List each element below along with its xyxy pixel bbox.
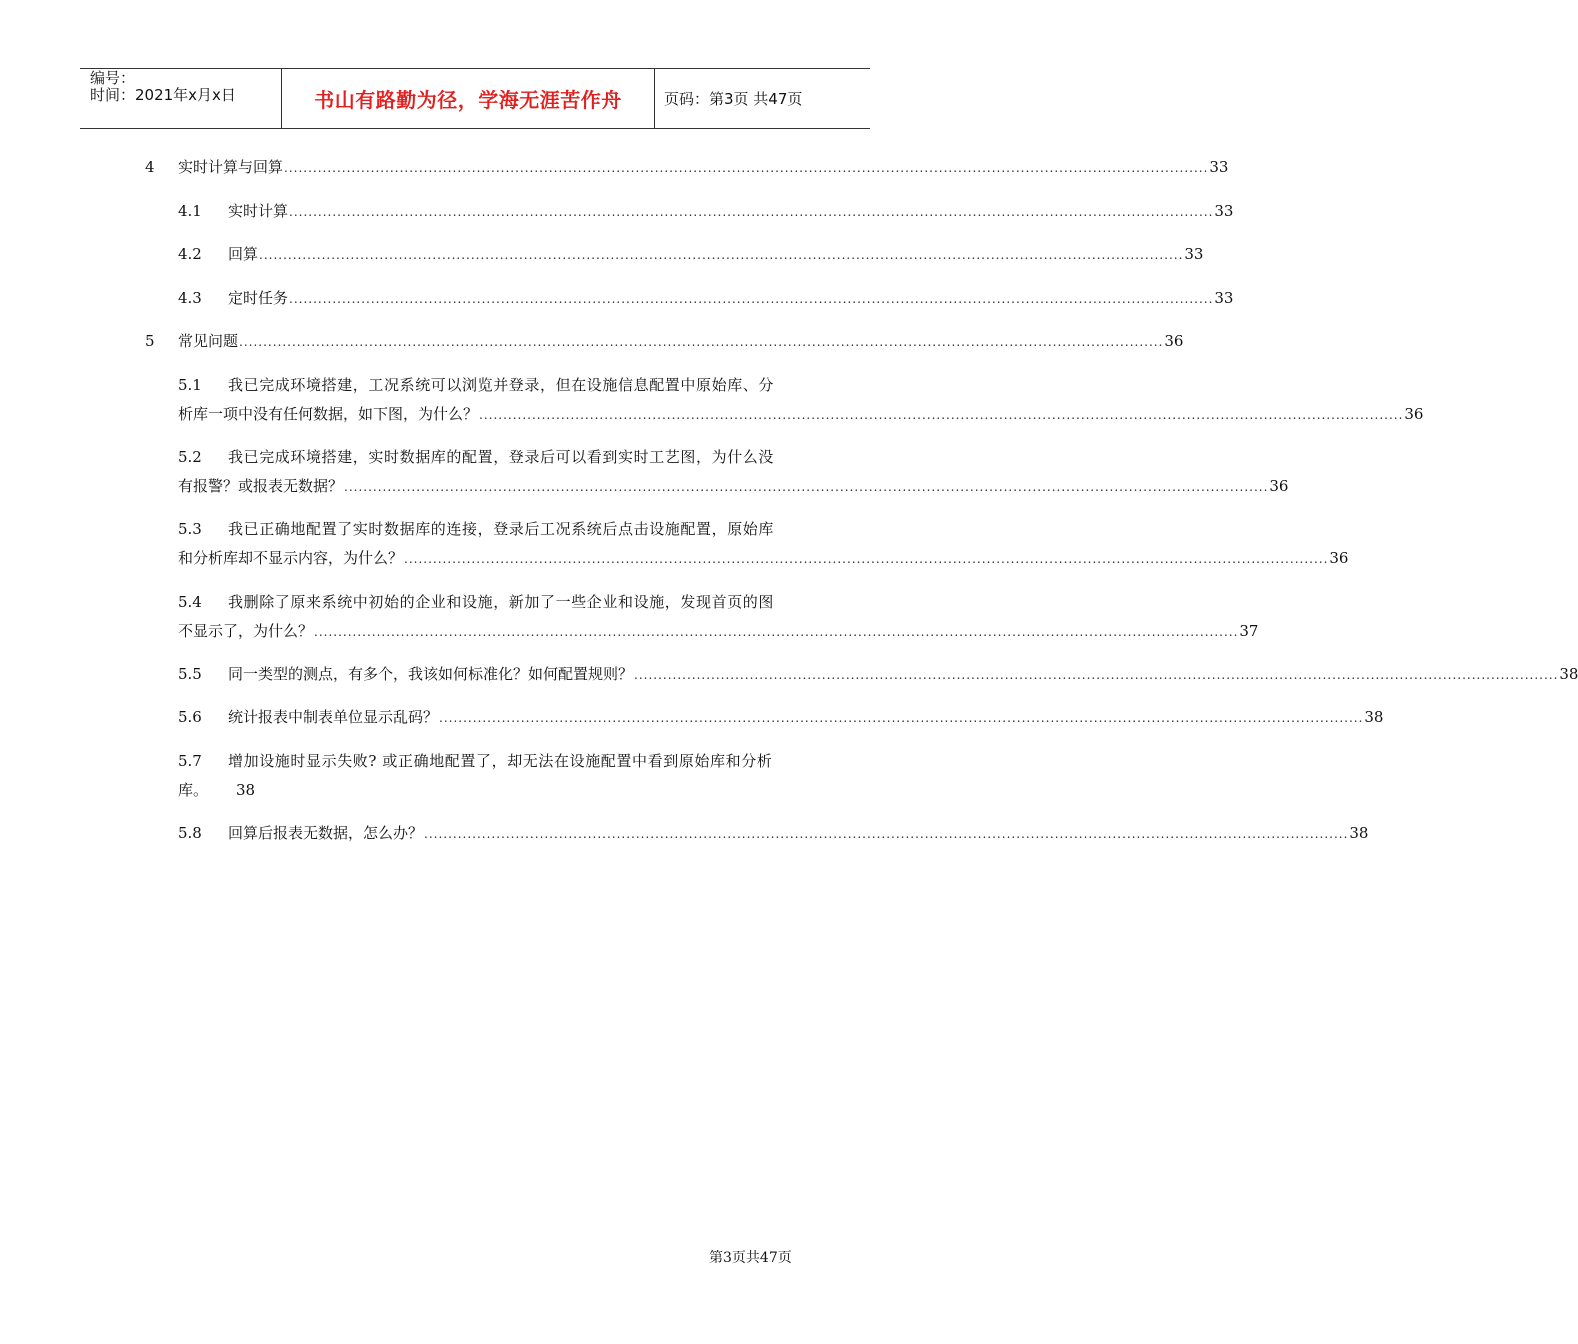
header-page-info: 页码：第3页 共47页	[664, 90, 803, 108]
toc-entry[interactable]	[178, 660, 1578, 690]
toc-leader-dots: ................................................................................................................................................................................................	[439, 711, 1364, 725]
toc-title-line1: 我已正确地配置了实时数据库的连接，登录后工况系统后点击设施配置，原始库	[228, 520, 775, 538]
toc-number: 5.5	[178, 665, 202, 683]
toc-page: 33	[1209, 158, 1229, 176]
toc-title-line1: 我已完成环境搭建，实时数据库的配置，登录后可以看到实时工艺图，为什么没	[228, 448, 775, 466]
toc-entry[interactable]	[178, 703, 1384, 733]
toc-page: 38	[1364, 708, 1384, 726]
toc-number: 5.1	[178, 376, 202, 394]
toc-leader-dots: ................................................................................................................................................................................................	[479, 408, 1404, 422]
toc-title-line2: 库。	[178, 781, 209, 799]
time-label: 时间：2021年x月x日	[90, 86, 236, 104]
toc-number: 5	[145, 332, 155, 350]
toc-page: 36	[1329, 549, 1349, 567]
toc-leader-dots: ................................................................................................................................................................................................	[314, 625, 1239, 639]
toc-entry[interactable]	[178, 747, 806, 805]
toc-page: 38	[1559, 665, 1578, 683]
toc-leader-dots: ................................................................................................................................................................................................	[344, 480, 1269, 494]
toc-number: 4.2	[178, 245, 202, 263]
toc-entry[interactable]	[178, 588, 1259, 647]
toc-leader-dots: ................................................................................................................................................................................................	[424, 827, 1349, 841]
toc-number: 4.3	[178, 289, 202, 307]
toc-page: 37	[1239, 622, 1259, 640]
toc-leader-dots: ................................................................................................................................................................................................	[259, 248, 1184, 262]
toc-title-line1: 我已完成环境搭建，工况系统可以浏览并登录，但在设施信息配置中原始库、分	[228, 376, 775, 394]
toc-number: 5.7	[178, 752, 202, 770]
header-motto-cell	[282, 69, 655, 128]
toc-leader-dots: ................................................................................................................................................................................................	[289, 292, 1214, 306]
toc-page: 36	[1164, 332, 1184, 350]
toc-entry[interactable]	[145, 327, 1184, 357]
toc-leader-dots: ................................................................................................................................................................................................	[284, 161, 1209, 175]
toc-page: 33	[1184, 245, 1204, 263]
toc-page: 36	[1269, 477, 1289, 495]
toc-page: 38	[1349, 824, 1369, 842]
toc-title-line1: 增加设施时显示失败? 或正确地配置了，却无法在设施配置中看到原始库和分析	[228, 752, 773, 770]
toc-title: 回算后报表无数据，怎么办？	[228, 824, 424, 842]
toc-number: 4.1	[178, 202, 202, 220]
toc-leader-dots: ................................................................................................................................................................................................	[404, 552, 1329, 566]
header-page-info-cell	[655, 69, 870, 128]
toc-title-line2: 析库一项中没有任何数据，如下图，为什么？	[178, 405, 479, 423]
toc-number: 5.6	[178, 708, 202, 726]
toc-number: 5.2	[178, 448, 202, 466]
toc-leader-dots: ................................................................................................................................................................................................	[239, 335, 1164, 349]
toc-entry[interactable]	[145, 153, 1229, 183]
page-header	[80, 68, 870, 129]
toc-page: 33	[1214, 289, 1234, 307]
toc-title-line2: 不显示了，为什么？	[178, 622, 314, 640]
toc-page: 33	[1214, 202, 1234, 220]
toc-leader-dots: ................................................................................................................................................................................................	[289, 205, 1214, 219]
toc-title-line1: 我删除了原来系统中初始的企业和设施，新加了一些企业和设施，发现首页的图	[228, 593, 775, 611]
toc-entry[interactable]	[178, 515, 1349, 574]
toc-title: 常见问题	[178, 332, 239, 350]
page-footer: 第3页共47页	[709, 1250, 792, 1266]
toc-title: 回算	[228, 245, 259, 263]
header-motto: 书山有路勤为径，学海无涯苦作舟	[314, 88, 622, 112]
toc-entry[interactable]	[178, 819, 1369, 849]
toc-leader-dots: ................................................................................................................................................................................................	[634, 668, 1559, 682]
toc-entry[interactable]	[178, 284, 1234, 314]
toc-number: 5.4	[178, 593, 202, 611]
toc-entry[interactable]	[178, 240, 1204, 270]
toc-entry[interactable]	[178, 197, 1234, 227]
toc-title: 定时任务	[228, 289, 289, 307]
toc-number: 5.3	[178, 520, 202, 538]
toc-title: 实时计算与回算	[178, 158, 284, 176]
toc-entry[interactable]	[178, 371, 1424, 430]
toc-title-line2: 和分析库却不显示内容，为什么？	[178, 549, 404, 567]
toc-title: 同一类型的测点，有多个，我该如何标准化？如何配置规则？	[228, 665, 634, 683]
serial-label: 编号：	[90, 69, 136, 87]
toc-entry[interactable]	[178, 443, 1289, 502]
toc-page: 38	[236, 781, 256, 799]
toc-number: 5.8	[178, 824, 202, 842]
toc-title-line2: 有报警？或报表无数据？	[178, 477, 344, 495]
toc-number: 4	[145, 158, 155, 176]
toc-title: 统计报表中制表单位显示乱码？	[228, 708, 439, 726]
toc-page: 36	[1404, 405, 1424, 423]
toc-title: 实时计算	[228, 202, 289, 220]
header-meta	[80, 69, 282, 128]
